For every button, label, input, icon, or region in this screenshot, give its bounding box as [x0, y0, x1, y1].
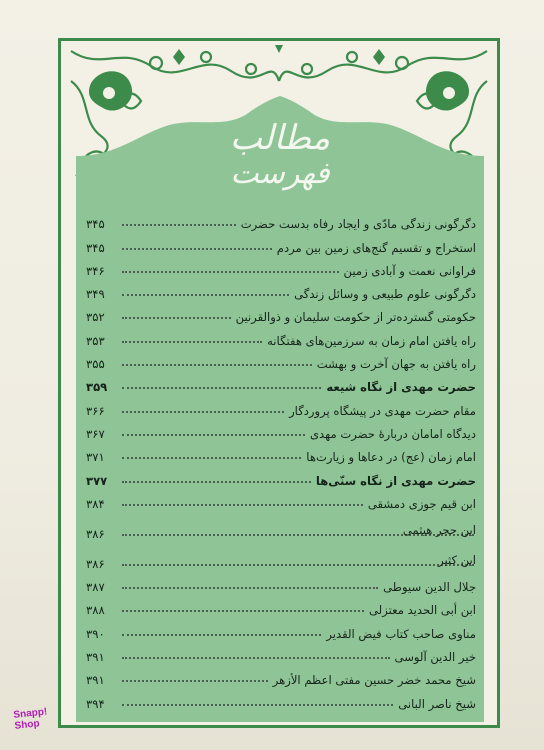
toc-entry-title: جلال الدین سیوطی — [383, 580, 476, 595]
dot-leader — [122, 317, 231, 319]
toc-entry-page: ۳۹۱ — [86, 650, 105, 665]
toc-entry-page: ۳۵۳ — [86, 333, 105, 348]
toc-entry — [86, 394, 476, 417]
dot-leader — [122, 657, 390, 659]
toc-entry — [86, 687, 476, 710]
toc-entry-title: فراوانی نعمت و آبادی زمین — [343, 263, 476, 278]
toc-entry — [86, 231, 476, 254]
toc-entry — [86, 348, 476, 371]
dot-leader — [122, 294, 289, 296]
dot-leader — [122, 341, 262, 343]
title-line-1: مطالب — [229, 118, 331, 158]
toc-entry-title: ابن حجر هیثمی — [402, 522, 476, 537]
dot-leader — [122, 704, 393, 706]
toc-entry-title: دیدگاه امامان دربارهٔ حضرت مهدی — [309, 426, 476, 441]
dot-leader — [122, 680, 268, 682]
toc-entry — [86, 208, 476, 231]
toc-entry-page: ۳۵۹ — [86, 380, 108, 395]
toc-entry-page: ۳۸۷ — [86, 580, 105, 595]
dot-leader — [122, 411, 284, 413]
toc-entry — [86, 488, 476, 511]
title-line-2: فهرست — [230, 156, 330, 191]
dot-leader — [122, 434, 305, 436]
toc-entry — [86, 594, 476, 617]
toc-entry-page: ۳۷۱ — [86, 450, 105, 465]
toc-entry — [86, 371, 476, 394]
toc-entry-page: ۳۴۶ — [86, 263, 105, 278]
dot-leader — [122, 248, 272, 250]
dot-leader — [122, 587, 378, 589]
toc-entry — [86, 511, 476, 541]
toc-entry — [86, 441, 476, 464]
toc-entry-page: ۳۵۵ — [86, 357, 105, 372]
toc-entry — [86, 324, 476, 347]
dot-leader — [122, 457, 301, 459]
toc-entry-title: ابن أبی الحدید معتزلی — [369, 603, 476, 618]
dot-leader — [122, 224, 236, 226]
dot-leader — [122, 481, 311, 483]
toc-entry-page: ۳۴۹ — [86, 287, 105, 302]
toc-entry-page: ۳۴۵ — [86, 217, 105, 232]
toc-entry-title: ابن قیم جوزی دمشقی — [367, 496, 476, 511]
toc-entry — [86, 641, 476, 664]
toc-entry-page: ۳۸۶ — [86, 556, 105, 571]
toc-entry — [86, 617, 476, 640]
toc-entry-page: ۳۴۵ — [86, 240, 105, 255]
toc-entry-page: ۳۶۷ — [86, 426, 105, 441]
toc-entry-title: راه یافتن امام زمان به سرزمین‌های هفتگانه — [267, 333, 476, 348]
toc-title — [210, 120, 350, 195]
toc-entry-page: ۳۹۰ — [86, 626, 105, 641]
watermark-line-2: Shop — [14, 718, 41, 732]
toc-entry-page: ۳۵۲ — [86, 310, 105, 325]
toc-entry — [86, 301, 476, 324]
toc-entry — [86, 571, 476, 594]
toc-entry-title: دگرگونی زندگی مادّی و ایجاد رفاه بدست حضرت — [240, 217, 476, 232]
toc-entry — [86, 664, 476, 687]
toc-entry-title: دگرگونی علوم طبیعی و وسائل زندگی — [294, 287, 476, 302]
toc-entry-title: ابن کثیر — [438, 552, 476, 567]
toc-entry-title: مناوی صاحب کتاب فیض القدیر — [326, 626, 476, 641]
toc-entry-title: حکومتی گسترده‌تر از حکومت سلیمان و ذوالقرنین — [235, 310, 476, 325]
dot-leader — [122, 634, 321, 636]
dot-leader — [122, 387, 321, 389]
toc-entry-title: استخراج و تقسیم گنج‌های زمین بین مردم — [276, 240, 476, 255]
toc-entry-title: حضرت مهدی از نگاه شیعه — [326, 380, 476, 395]
dot-leader — [122, 610, 364, 612]
dot-leader — [122, 271, 339, 273]
toc-entry-title: مقام حضرت مهدی در پیشگاه پروردگار — [289, 403, 476, 418]
dot-leader — [122, 564, 474, 566]
table-of-contents — [86, 208, 476, 711]
toc-entry-page: ۳۸۶ — [86, 526, 105, 541]
toc-entry-title: حضرت مهدی از نگاه سنّی‌ها — [315, 473, 476, 488]
toc-entry — [86, 464, 476, 487]
toc-entry — [86, 278, 476, 301]
toc-entry-page: ۳۸۸ — [86, 603, 105, 618]
toc-entry-page: ۳۶۶ — [86, 403, 105, 418]
toc-entry-page: ۳۷۷ — [86, 473, 108, 488]
toc-entry-page: ۳۹۴ — [86, 696, 105, 711]
toc-entry-title: راه یافتن به جهان آخرت و بهشت — [316, 357, 476, 372]
dot-leader — [122, 364, 312, 366]
toc-entry-page: ۳۸۴ — [86, 496, 105, 511]
toc-entry — [86, 255, 476, 278]
toc-entry — [86, 418, 476, 441]
toc-entry-title: امام زمان (عج) در دعاها و زیارت‌ها — [306, 450, 476, 465]
dot-leader — [122, 504, 363, 506]
watermark-logo — [13, 706, 51, 732]
toc-entry — [86, 541, 476, 571]
watermark-line-1: Snapp! — [12, 706, 48, 721]
toc-entry-title: شیخ ناصر البانی — [398, 696, 476, 711]
toc-entry-title: شیخ محمد خضر حسین مفتی اعظم الأزهر — [272, 673, 476, 688]
toc-entry-page: ۳۹۱ — [86, 673, 105, 688]
toc-entry-title: خیر الدین آلوسی — [394, 650, 476, 665]
